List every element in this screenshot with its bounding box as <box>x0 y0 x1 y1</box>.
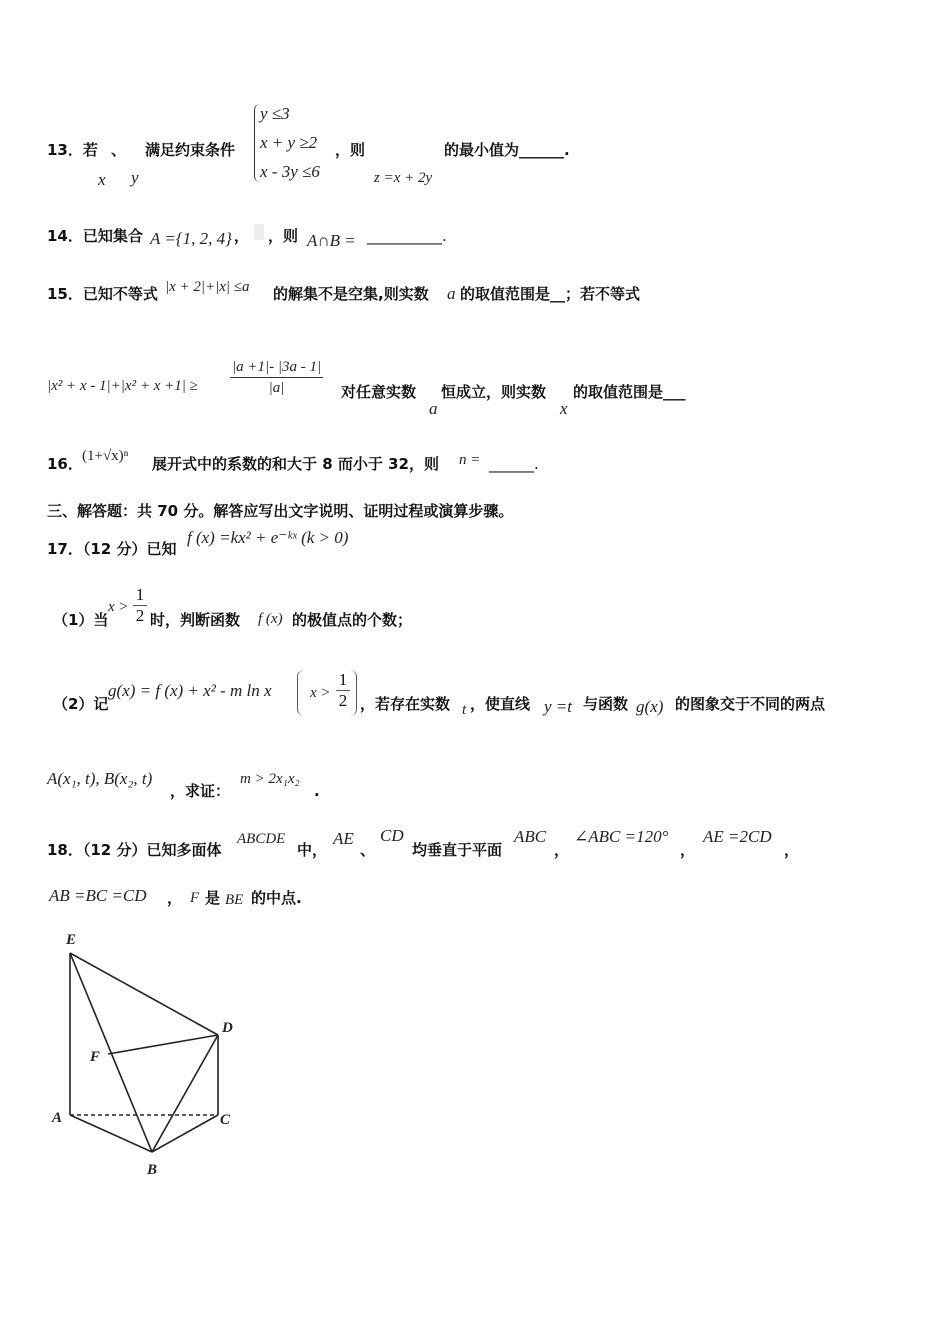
q17-p1-cond: x > <box>108 599 129 615</box>
q15-text-4: 恒成立，则实数 <box>441 383 547 401</box>
q15-lhs: |x² + x - 1|+|x² + x +1| ≥ <box>47 378 198 394</box>
q13-tail: 的最小值为______. <box>444 141 570 159</box>
q14-then: ，则 <box>268 227 299 245</box>
q18-angle: ∠ABC =120° <box>574 827 669 846</box>
q13-number: 13．若 <box>47 141 98 159</box>
section-heading: 三、解答题：共 70 分。解答应写出文字说明、证明过程或演算步骤。 <box>47 502 514 520</box>
label-d: D <box>222 1020 233 1036</box>
q16-number: 16． <box>47 455 83 473</box>
label-f: F <box>90 1049 101 1065</box>
q17-p1-label: （1）当 <box>53 611 109 629</box>
q14-blank: __________. <box>367 227 447 245</box>
q18-text-2: 均垂直于平面 <box>412 841 503 859</box>
q18-comma-3: ， <box>784 841 800 859</box>
q17-p2-t: t <box>462 702 467 718</box>
q16-blank: ______. <box>489 455 539 473</box>
q13-text: 满足约束条件 <box>145 141 236 159</box>
q13-objective: z =x + 2y <box>374 170 433 186</box>
q13-separator: 、 <box>111 141 127 159</box>
constraint-1: y ≤3 <box>260 104 290 123</box>
q17-p2-cond: x > <box>310 685 331 701</box>
q18-text-1: 中， <box>297 841 328 859</box>
q18-separator: 、 <box>360 841 376 859</box>
label-e: E <box>66 932 77 948</box>
q18-plane: ABC <box>514 827 547 846</box>
q17-p2-points: A(x₁, t), B(x₂, t) <box>47 769 153 788</box>
q17-p1-num: 1 <box>133 585 147 606</box>
q18-comma-4: ， <box>167 889 183 907</box>
q17-p2-end: . <box>314 782 320 800</box>
q15-inequality-1: |x + 2|+|x| ≤a <box>165 279 250 295</box>
edge-db <box>152 1035 218 1152</box>
q16-text: 展开式中的系数的和大于 8 而小于 32，则 <box>152 455 439 473</box>
q18-text-4: 的中点. <box>251 889 302 907</box>
q14-number: 14．已知集合 <box>47 227 143 245</box>
q18-comma-2: ， <box>680 841 696 859</box>
label-b: B <box>147 1162 158 1178</box>
q17-p2-text-4: 的图象交于不同的两点 <box>675 695 826 713</box>
q15-frac-denominator: |a| <box>268 380 285 396</box>
q17-p2-num: 1 <box>336 670 350 691</box>
q15-text-2: 的取值范围是__；若不等式 <box>460 285 641 303</box>
q17-p2-text-2: ，使直线 <box>470 695 531 713</box>
q15-text-5: 的取值范围是___ <box>573 383 686 401</box>
q18-text-3: 是 <box>205 889 221 907</box>
q15-frac-numerator: |a +1|- |3a - 1| <box>230 357 323 378</box>
q17-p2-g: g(x) <box>636 697 664 716</box>
q14-set-a: A ={1, 2, 4} <box>150 229 232 248</box>
q18-number: 18．（12 分）已知多面体 <box>47 841 222 859</box>
q13-var-y: y <box>131 168 139 187</box>
constraint-2: x + y ≥2 <box>260 133 318 152</box>
left-paren <box>297 670 304 716</box>
q17-p1-fx: f (x) <box>258 611 283 627</box>
edge-ed <box>70 953 218 1035</box>
right-paren <box>350 670 357 716</box>
q18-ae: AE <box>333 829 354 848</box>
q18-cd: CD <box>380 826 404 845</box>
q13-var-x: x <box>98 170 106 189</box>
q18-be: BE <box>225 892 244 908</box>
q17-p2-text-1: ，若存在实数 <box>360 695 451 713</box>
q17-p2-claim: m > 2x₁x₂ <box>240 771 300 787</box>
polyhedron-figure <box>0 920 260 1190</box>
set-b-image-icon <box>254 224 264 240</box>
q16-expr: (1+√x)ⁿ <box>82 448 129 464</box>
q17-p2-fraction <box>336 670 350 711</box>
q15-text-3: 对任意实数 <box>341 383 417 401</box>
label-c: C <box>220 1112 231 1128</box>
q18-f: F <box>190 890 200 906</box>
label-a: A <box>52 1110 63 1126</box>
q15-var-x: x <box>560 399 568 418</box>
q17-function: f (x) =kx² + e⁻ᵏˣ (k > 0) <box>187 528 349 547</box>
segment-fd <box>108 1035 218 1054</box>
constraint-3: x - 3y ≤6 <box>260 162 320 181</box>
edge-eb <box>70 953 152 1152</box>
q13-then: ，则 <box>335 141 366 159</box>
q17-p2-label: （2）记 <box>53 695 109 713</box>
q15-text-1: 的解集不是空集,则实数 <box>273 285 429 303</box>
q14-comma: ， <box>234 227 250 245</box>
q17-p2-gx: g(x) = f (x) + x² - m ln x <box>108 681 272 700</box>
q15-fraction <box>230 357 323 398</box>
q18-comma-1: ， <box>554 841 570 859</box>
q17-p1-text-2: 的极值点的个数； <box>292 611 413 629</box>
q15-number: 15．已知不等式 <box>47 285 158 303</box>
q17-number: 17．（12 分）已知 <box>47 540 177 558</box>
q17-p1-text-1: 时，判断函数 <box>150 611 241 629</box>
q18-solid: ABCDE <box>237 831 286 847</box>
q18-equality: AB =BC =CD <box>49 886 147 905</box>
q17-p2-text-3: 与函数 <box>583 695 629 713</box>
q16-n-eq: n = <box>459 452 481 468</box>
q17-p2-text-5: ，求证： <box>170 782 231 800</box>
q15-var-a: a <box>447 284 456 303</box>
q15-var-a-2: a <box>429 399 438 418</box>
q17-p1-fraction <box>133 585 147 626</box>
q17-p2-den: 2 <box>338 691 348 710</box>
q17-p1-den: 2 <box>135 606 145 625</box>
q14-expr: A∩B = <box>307 231 356 250</box>
q17-p2-line: y =t <box>544 697 572 716</box>
q18-relation: AE =2CD <box>703 827 772 846</box>
